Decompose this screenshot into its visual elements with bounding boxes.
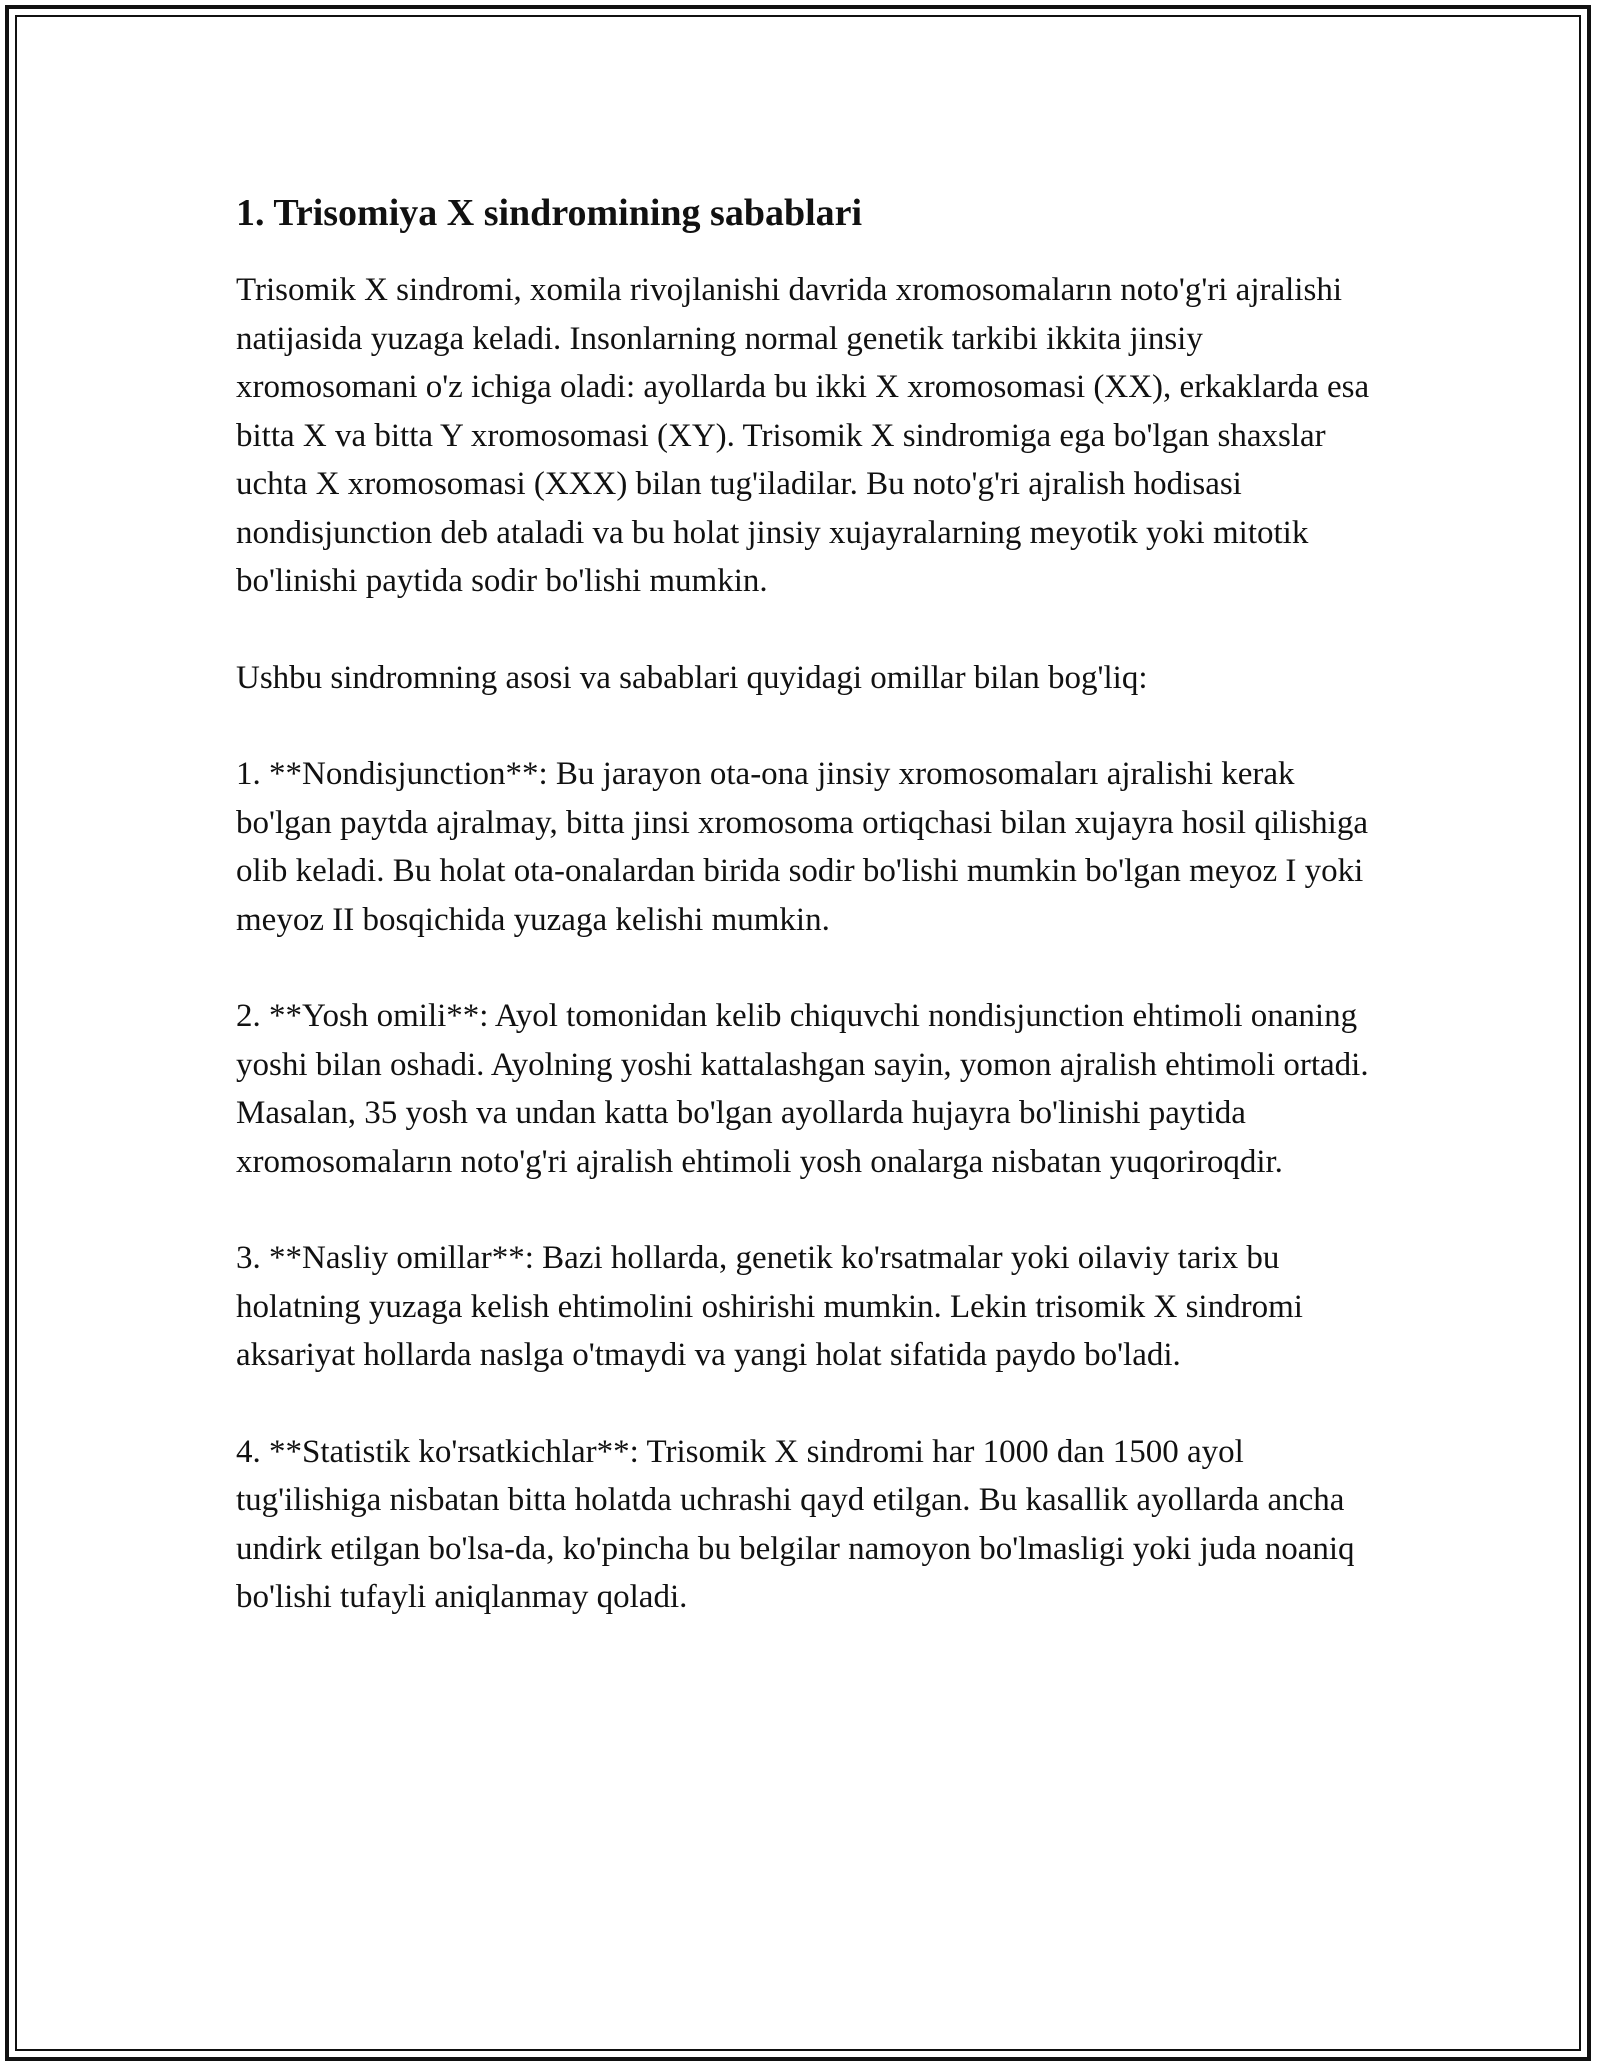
paragraph-cause-nondisjunction: 1. **Nondisjunction**: Bu jarayon ota-ona jinsiy xromosomaları ajralishi kerak bo'lgan paytda ajralmay, bitta jinsi xromosoma ortiqchasi bilan xujayra hosil qilishiga olib keladi. Bu holat ota-onalardan birida sodir bo'lishi mumkin bo'lgan meyoz I yoki meyoz II bosqichida yuzaga kelishi mumkin. [236,756,1368,938]
document-body [236,188,1376,1670]
paragraph-cause-statistics: 4. **Statistik ko'rsatkichlar**: Trisomik X sindromi har 1000 dan 1500 ayol tug'ilishiga nisbatan bitta holatda uchrashi qayd etilgan. Bu kasallik ayollarda ancha undirk etilgan bo'lsa-da, ko'pincha bu belgilar namoyon bo'lmasligi yoki juda noaniq bo'lishi tufayli aniqlanmay qoladi. [236,1433,1355,1615]
paragraph-cause-age: 2. **Yosh omili**: Ayol tomonidan kelib chiquvchi nondisjunction ehtimoli onaning yoshi bilan oshadi. Ayolning yoshi kattalashgan sayin, yomon ajralish ehtimoli ortadi. Masalan, 35 yosh va undan katta bo'lgan ayollarda hujayra bo'linishi paytida xromosomaların noto'g'ri ajralish ehtimoli yosh onalarga nisbatan yuqoriroqdir. [236,998,1369,1180]
section-heading: 1. Trisomiya X sindromining sabablari [236,192,863,234]
paragraph-intro: Trisomik X sindromi, xomila rivojlanishi davrida xromosomaların noto'g'ri ajralishi natijasida yuzaga keladi. Insonlarning normal genetik tarkibi ikkita jinsiy xromosomani o'z ichiga oladi: ayollarda bu ikki X xromosomasi (XX), erkaklarda esa bitta X va bitta Y xromosomasi (XY). Trisomik X sindromiga ega bo'lgan shaxslar uchta X xromosomasi (XXX) bilan tug'iladilar. Bu noto'g'ri ajralish hodisasi nondisjunction deb ataladi va bu holat jinsiy xujayralarning meyotik yoki mitotik bo'linishi paytida sodir bo'lishi mumkin. [236,272,1370,599]
paragraph-cause-heredity: 3. **Nasliy omillar**: Bazi hollarda, genetik ko'rsatmalar yoki oilaviy tarix bu holatning yuzaga kelish ehtimolini oshirishi mumkin. Lekin trisomik X sindromi aksariyat hollarda naslga o'tmaydi va yangi holat sifatida paydo bo'ladi. [236,1240,1303,1373]
paragraph-causes-lead: Ushbu sindromning asosi va sabablari quyidagi omillar bilan bog'liq: [236,659,1148,696]
